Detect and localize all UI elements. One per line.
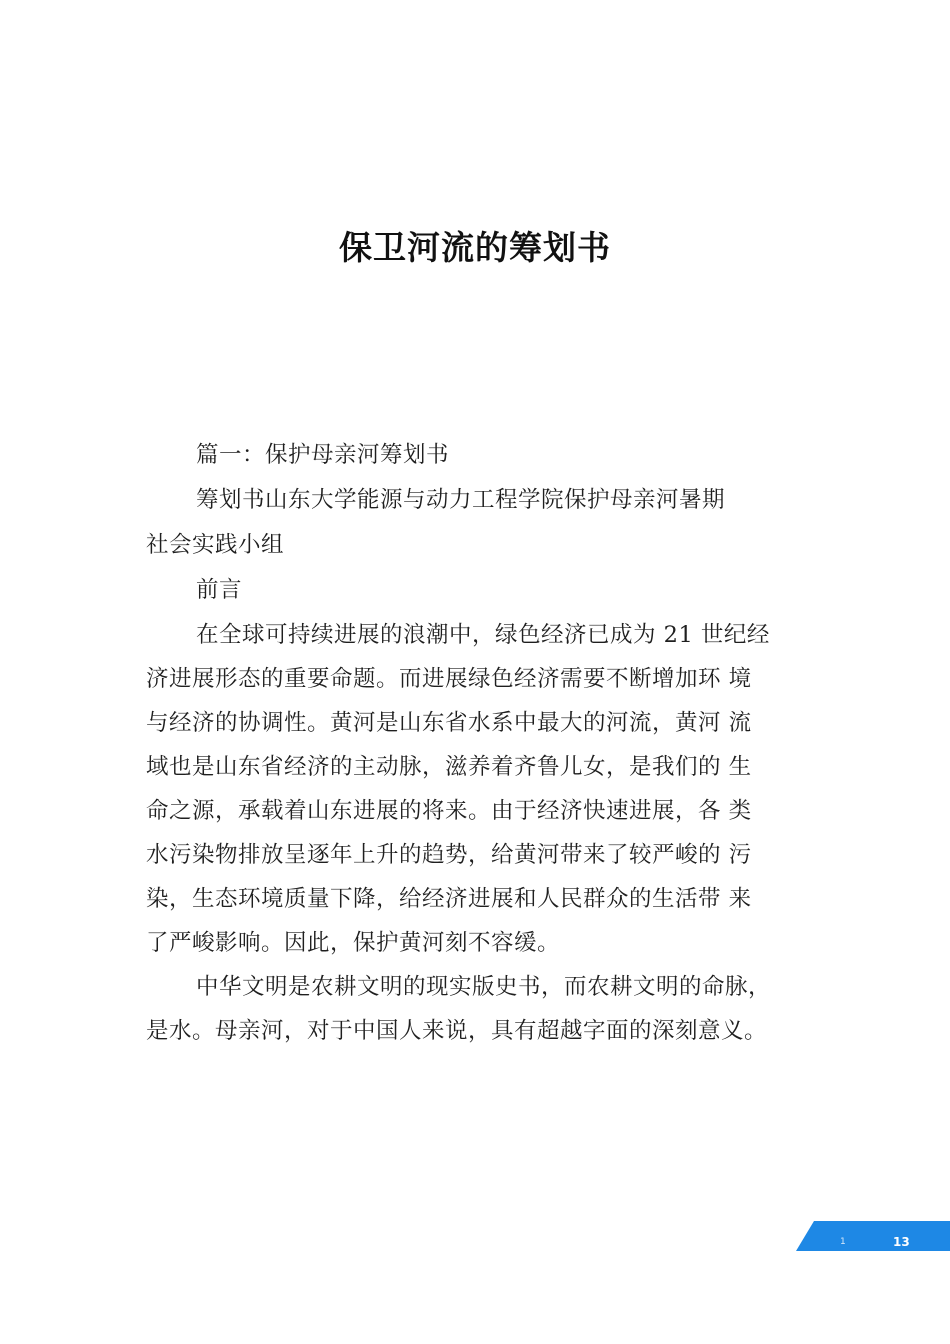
paragraph-line: 染，生态环境质量下降，给经济进展和人民群众的生活带 来 xyxy=(146,886,752,912)
paragraph-line: 在全球可持续进展的浪潮中，绿色经济已成为 21 世纪经 xyxy=(196,622,770,648)
paragraph-line: 筹划书山东大学能源与动力工程学院保护母亲河暑期 xyxy=(196,487,726,513)
document-title: 保卫河流的筹划书 xyxy=(339,228,611,267)
paragraph-line: 域也是山东省经济的主动脉，滋养着齐鲁儿女，是我们的 生 xyxy=(146,754,752,780)
paragraph-line: 是水。母亲河，对于中国人来说，具有超越字面的深刻意义。 xyxy=(146,1018,768,1044)
paragraph-line: 水污染物排放呈逐年上升的趋势，给黄河带来了较严峻的 污 xyxy=(146,842,752,868)
page-number-tab xyxy=(796,1221,950,1251)
paragraph-line: 命之源，承载着山东进展的将来。由于经济快速进展，各 类 xyxy=(146,798,752,824)
section-heading: 前言 xyxy=(196,577,243,603)
paragraph-line: 中华文明是农耕文明的现实版史书，而农耕文明的命脉， xyxy=(196,974,772,1000)
paragraph-heading: 篇一：保护母亲河筹划书 xyxy=(196,442,450,468)
paragraph-line: 社会实践小组 xyxy=(146,532,285,558)
page-number: 13 xyxy=(893,1235,910,1249)
paragraph-line: 了严峻影响。因此，保护黄河刻不容缓。 xyxy=(146,930,561,956)
paragraph-line: 与经济的协调性。黄河是山东省水系中最大的河流，黄河 流 xyxy=(146,710,752,736)
footer-small-label: 1 xyxy=(840,1237,846,1247)
paragraph-line: 济进展形态的重要命题。而进展绿色经济需要不断增加环 境 xyxy=(146,666,752,692)
